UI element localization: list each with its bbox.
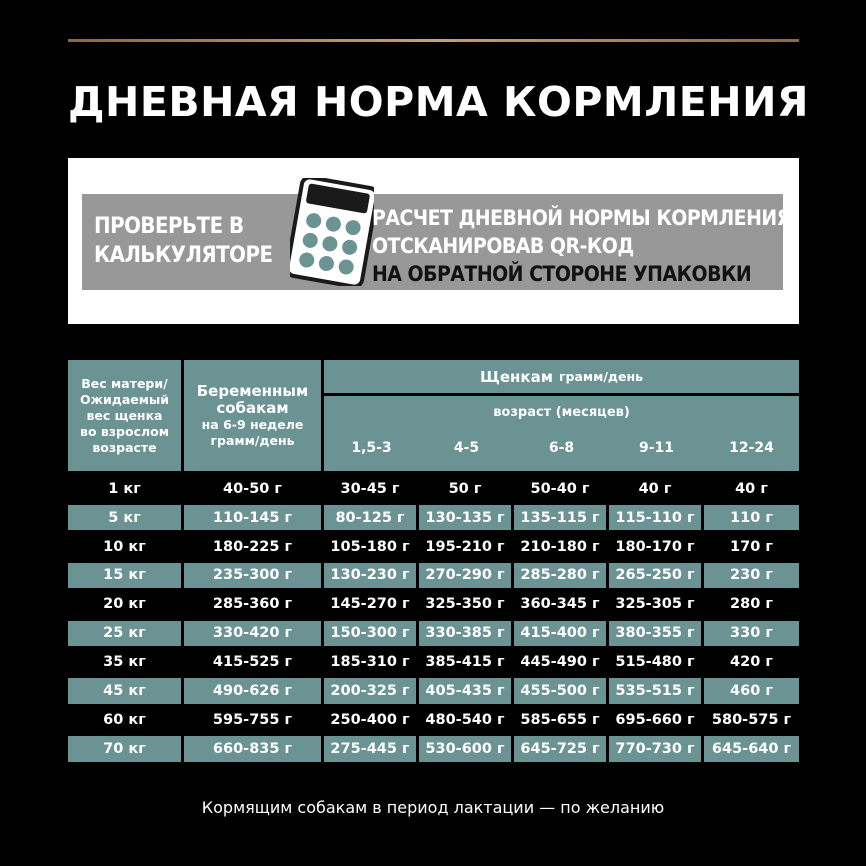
- table-cell-puppy: 380-355 г: [609, 621, 701, 647]
- table-cell-puppy: 50 г: [448, 480, 482, 497]
- table-cell-pregnant: 415-525 г: [212, 654, 293, 671]
- table-cell-puppy: 405-435 г: [419, 678, 511, 704]
- table-cell-puppy: 145-270 г: [330, 596, 410, 613]
- table-cell-pregnant: 330-420 г: [184, 621, 321, 647]
- table-cell-puppy: 80-125 г: [324, 505, 416, 531]
- header-weight-line: вес щенка: [86, 407, 163, 423]
- table-cell-puppy: 40 г: [735, 480, 768, 497]
- table-cell-puppy: 230 г: [704, 563, 799, 589]
- table-cell-puppy: 270-290 г: [419, 563, 511, 589]
- table-cell-weight: 10 кг: [103, 538, 146, 555]
- table-cell-weight: 35 кг: [103, 654, 146, 671]
- table-cell-puppy: 195-210 г: [425, 538, 505, 555]
- table-cell-puppy: 150-300 г: [324, 621, 416, 647]
- table-cell-puppy: 645-725 г: [514, 736, 606, 762]
- header-age-value: 1,5-3: [351, 440, 392, 456]
- table-cell-puppy: 275-445 г: [324, 736, 416, 762]
- table-cell-weight: 45 кг: [68, 678, 181, 704]
- table-cell-puppy: 210-180 г: [520, 538, 600, 555]
- table-cell-puppy: 130-230 г: [324, 563, 416, 589]
- table-cell-puppy: 185-310 г: [330, 654, 410, 671]
- header-pregnant-title: Беременным: [196, 381, 309, 400]
- table-cell-puppy: 695-660 г: [615, 711, 695, 728]
- header-age-title: возраст (месяцев): [493, 405, 630, 420]
- table-cell-weight: 25 кг: [68, 621, 181, 647]
- table-cell-puppy: 180-170 г: [615, 538, 695, 555]
- header-pregnant-sub: грамм/день: [210, 432, 295, 448]
- gold-divider-line: [68, 39, 799, 42]
- table-cell-puppy: 480-540 г: [425, 711, 505, 728]
- table-cell-puppy: 265-250 г: [609, 563, 701, 589]
- table-cell-puppy: 105-180 г: [330, 538, 410, 555]
- promo-scan-text: [372, 204, 798, 288]
- table-cell-puppy: 325-350 г: [425, 596, 505, 613]
- table-cell-puppy: 770-730 г: [609, 736, 701, 762]
- table-cell-puppy: 585-655 г: [520, 711, 600, 728]
- feeding-table: [68, 360, 799, 762]
- promo-scan-line-3: НА ОБРАТНОЙ СТОРОНЕ УПАКОВКИ: [372, 262, 752, 286]
- table-cell-weight: 5 кг: [68, 505, 181, 531]
- table-cell-puppy: 415-400 г: [514, 621, 606, 647]
- table-cell-weight: 70 кг: [68, 736, 181, 762]
- header-puppies-title: Щенкам: [479, 367, 553, 386]
- table-cell-puppy: 170 г: [730, 538, 773, 555]
- header-age-value: 4-5: [453, 440, 480, 456]
- table-cell-puppy: 330-385 г: [419, 621, 511, 647]
- table-cell-puppy: 30-45 г: [340, 480, 400, 497]
- table-cell-puppy: 280 г: [730, 596, 773, 613]
- table-cell-pregnant: 490-626 г: [184, 678, 321, 704]
- page-title: ДНЕВНАЯ НОРМА КОРМЛЕНИЯ: [68, 78, 809, 126]
- promo-gray-band: [82, 194, 798, 290]
- table-cell-pregnant: 110-145 г: [184, 505, 321, 531]
- header-pregnant: [184, 360, 321, 471]
- table-cell-puppy: 530-600 г: [419, 736, 511, 762]
- table-cell-puppy: 330 г: [704, 621, 799, 647]
- table-cell-pregnant: 285-360 г: [212, 596, 293, 613]
- header-age-value: 12-24: [729, 440, 774, 456]
- header-weight-line: Ожидаемый: [79, 391, 170, 407]
- table-cell-puppy: 445-490 г: [520, 654, 600, 671]
- header-age-group: [324, 396, 799, 471]
- table-cell-puppy: 325-305 г: [615, 596, 695, 613]
- table-cell-weight: 60 кг: [103, 711, 146, 728]
- table-cell-pregnant: 660-835 г: [184, 736, 321, 762]
- header-weight-line: Вес матери/: [81, 375, 168, 391]
- table-cell-puppy: 130-135 г: [419, 505, 511, 531]
- header-weight-line: возрасте: [92, 439, 157, 455]
- table-cell-weight: 1 кг: [108, 480, 141, 497]
- table-cell-puppy: 360-345 г: [520, 596, 600, 613]
- table-cell-pregnant: 40-50 г: [223, 480, 282, 497]
- table-cell-puppy: 535-515 г: [609, 678, 701, 704]
- table-cell-puppy: 460 г: [704, 678, 799, 704]
- table-cell-puppy: 250-400 г: [330, 711, 410, 728]
- calculator-icon: [290, 178, 374, 286]
- table-cell-puppy: 50-40 г: [530, 480, 590, 497]
- promo-scan-line-1: РАСЧЕТ ДНЕВНОЙ НОРМЫ КОРМЛЕНИЯ,: [372, 206, 798, 230]
- table-cell-puppy: 110 г: [704, 505, 799, 531]
- header-pregnant-title: собакам: [216, 398, 289, 417]
- promo-check-text: [94, 212, 294, 270]
- table-cell-puppy: 515-480 г: [615, 654, 695, 671]
- promo-check-line: ПРОВЕРЬТЕ В: [94, 214, 244, 239]
- header-weight: [68, 360, 181, 471]
- header-puppies-unit: грамм/день: [558, 369, 644, 384]
- footer-note: Кормящим собакам в период лактации — по желанию: [201, 798, 665, 817]
- table-cell-puppy: 420 г: [730, 654, 773, 671]
- header-puppies: [324, 360, 799, 393]
- table-cell-pregnant: 595-755 г: [212, 711, 293, 728]
- calculator-promo-banner: [68, 158, 799, 324]
- header-pregnant-sub: на 6-9 неделе: [201, 416, 304, 432]
- promo-scan-line-2: ОТСКАНИРОВАВ QR-КОД: [372, 234, 634, 258]
- table-cell-puppy: 385-415 г: [425, 654, 505, 671]
- header-age-value: 9-11: [638, 440, 675, 456]
- header-weight-line: во взрослом: [80, 423, 169, 439]
- table-cell-puppy: 645-640 г: [704, 736, 799, 762]
- table-cell-pregnant: 180-225 г: [212, 538, 293, 555]
- table-cell-puppy: 285-280 г: [514, 563, 606, 589]
- promo-check-line: КАЛЬКУЛЯТОРЕ: [94, 243, 273, 268]
- table-cell-puppy: 580-575 г: [711, 711, 792, 728]
- table-cell-puppy: 455-500 г: [514, 678, 606, 704]
- table-cell-weight: 20 кг: [103, 596, 146, 613]
- table-cell-puppy: 200-325 г: [324, 678, 416, 704]
- table-cell-puppy: 40 г: [638, 480, 672, 497]
- header-age-value: 6-8: [548, 440, 575, 456]
- table-cell-pregnant: 235-300 г: [184, 563, 321, 589]
- table-cell-puppy: 135-115 г: [514, 505, 606, 531]
- table-cell-weight: 15 кг: [68, 563, 181, 589]
- table-cell-puppy: 115-110 г: [609, 505, 701, 531]
